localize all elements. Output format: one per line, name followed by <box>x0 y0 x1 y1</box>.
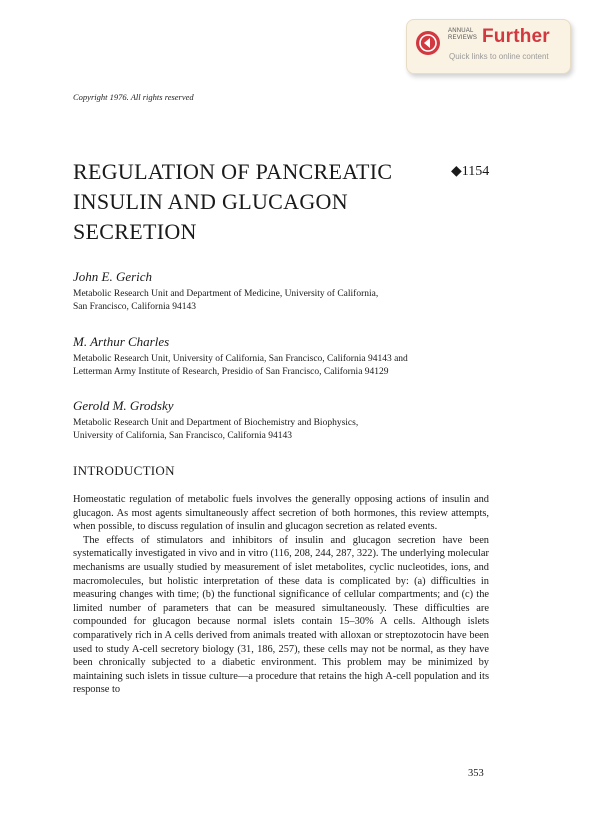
author-name: M. Arthur Charles <box>73 334 170 349</box>
title-line: SECRETION <box>73 219 197 244</box>
paragraph: The effects of stimulators and inhibitors of insulin and glucagon secretion have been systematically investigated in vivo and in vitro (116, 208, 244, 287, 322). The underlying molecular mechanisms are usually studied by measurement of islet metabolites, cyclic nucleotides, ions, and macromolecules, but holistic interpretation of these data is complicated by: (a) difficulties in measuring changes with time; (b) the functional significance of cellular compartments; and (c) the limited number of parameters that can be measured simultaneously. These difficulties are compounded for glucagon because normal islets contain 15–30% A cells. Although islets comparatively rich in A cells derived from animals treated with alloxan or streptozotocin have been used to study A-cell secretory biology (31, 186, 257), these cells may not be normal, as they have been chronically subjected to a diabetic environment. This problem may be minimized by maintaining such islets in tissue culture—a procedure that retains the high A-cell population and its response to <box>73 534 489 696</box>
author-affiliation: Metabolic Research Unit and Department of Medicine, University of California, <box>73 289 379 299</box>
further-label: Further <box>482 26 550 47</box>
author-affiliation: Letterman Army Institute of Research, Presidio of San Francisco, California 94129 <box>73 367 389 377</box>
author-block <box>73 398 358 443</box>
author-block <box>73 269 378 314</box>
author-affiliation: Metabolic Research Unit, University of California, San Francisco, California 94143 and <box>73 354 408 364</box>
paragraph: Homeostatic regulation of metabolic fuels involves the generally opposing actions of insulin and glucagon. As most agents simultaneously affect secretion of both hormones, this review attempts, when possible, to discuss regulation of insulin and glucagon secretion as related events. <box>73 494 489 533</box>
author-name: Gerold M. Grodsky <box>73 398 174 413</box>
article-number: ◆1154 <box>451 164 490 179</box>
play-circle-icon <box>415 30 441 56</box>
author-affiliation: University of California, San Francisco, California 94143 <box>73 431 292 441</box>
author-block <box>73 334 408 379</box>
page-number: 353 <box>468 768 484 779</box>
copyright-notice: Copyright 1976. All rights reserved <box>73 92 194 102</box>
author-affiliation: San Francisco, California 94143 <box>73 302 196 312</box>
publisher-name: ANNUAL REVIEWS <box>448 28 478 41</box>
title-line: INSULIN AND GLUCAGON <box>73 189 348 214</box>
further-subtitle: Quick links to online content <box>449 52 549 61</box>
body-text <box>73 493 489 697</box>
section-heading: INTRODUCTION <box>73 463 175 478</box>
author-affiliation: Metabolic Research Unit and Department of Biochemistry and Biophysics, <box>73 418 359 428</box>
title-line: REGULATION OF PANCREATIC <box>73 159 393 184</box>
author-name: John E. Gerich <box>73 269 153 284</box>
article-title <box>73 157 433 247</box>
further-links-badge[interactable] <box>406 19 571 74</box>
